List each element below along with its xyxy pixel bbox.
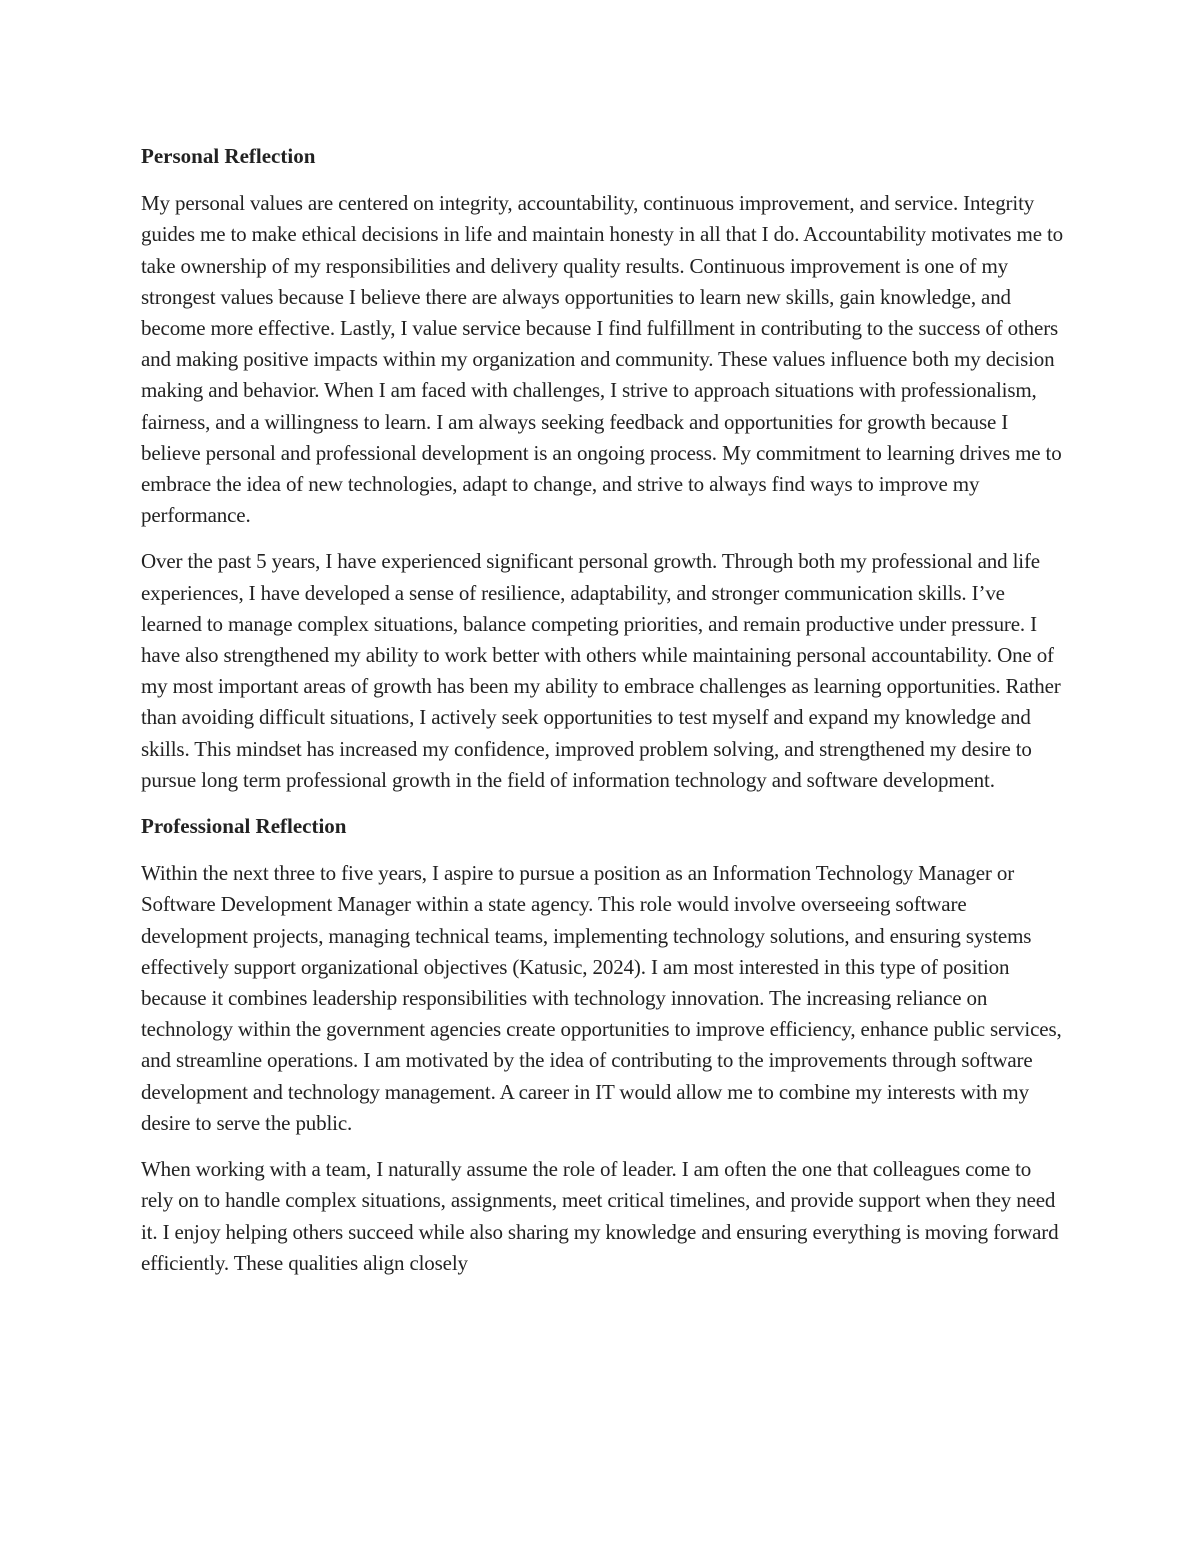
paragraph: When working with a team, I naturally assume the role of leader. I am often the one that colleagues come to rely on to handle complex situations, assignments, meet critical timelines, and provide support when they need it. I enjoy helping others succeed while also sharing my knowledge and ensuring everything is moving forward efficiently. These qualities align closely (141, 1157, 1059, 1275)
section-heading: Personal Reflection (141, 144, 316, 168)
paragraph: My personal values are centered on integrity, accountability, continuous improvement, and service. Integrity guides me to make ethical decisions in life and maintain honesty in all that I do. Accountability motivates me to take ownership of my responsibilities and delivery quality results. Continuous improvement is one of my strongest values because I believe there are always opportunities to learn new skills, gain knowledge, and become more effective. Lastly, I value service because I find fulfillment in contributing to the success of others and making positive impacts within my organization and community. These values influence both my decision making and behavior. When I am faced with challenges, I strive to approach situations with professionalism, fairness, and a willingness to learn. I am always seeking feedback and opportunities for growth because I believe personal and professional development is an ongoing process. My commitment to learning drives me to embrace the idea of new technologies, adapt to change, and strive to always find ways to improve my performance. (141, 191, 1064, 528)
paragraph: Over the past 5 years, I have experienced significant personal growth. Through both my professional and life experiences, I have developed a sense of resilience, adaptability, and stronger communication skills. I’ve learned to manage complex situations, balance competing priorities, and remain productive under pressure. I have also strengthened my ability to work better with others while maintaining personal accountability. One of my most important areas of growth has been my ability to embrace challenges as learning opportunities. Rather than avoiding difficult situations, I actively seek opportunities to test myself and expand my knowledge and skills. This mindset has increased my confidence, improved problem solving, and strengthened my desire to pursue long term professional growth in the field of information technology and software development. (141, 549, 1061, 792)
personal-reflection-section (141, 141, 1066, 796)
document-body (141, 141, 1066, 1294)
professional-reflection-section (141, 811, 1066, 1279)
paragraph: Within the next three to five years, I aspire to pursue a position as an Information Technology Manager or Software Development Manager within a state agency. This role would involve overseeing software development projects, managing technical teams, implementing technology solutions, and ensuring systems effectively support organizational objectives (Katusic, 2024). I am most interested in this type of position because it combines leadership responsibilities with technology innovation. The increasing reliance on technology within the government agencies create opportunities to improve efficiency, enhance public services, and streamline operations. I am motivated by the idea of contributing to the improvements through software development and technology management. A career in IT would allow me to combine my interests with my desire to serve the public. (141, 861, 1062, 1135)
section-heading: Professional Reflection (141, 814, 347, 839)
